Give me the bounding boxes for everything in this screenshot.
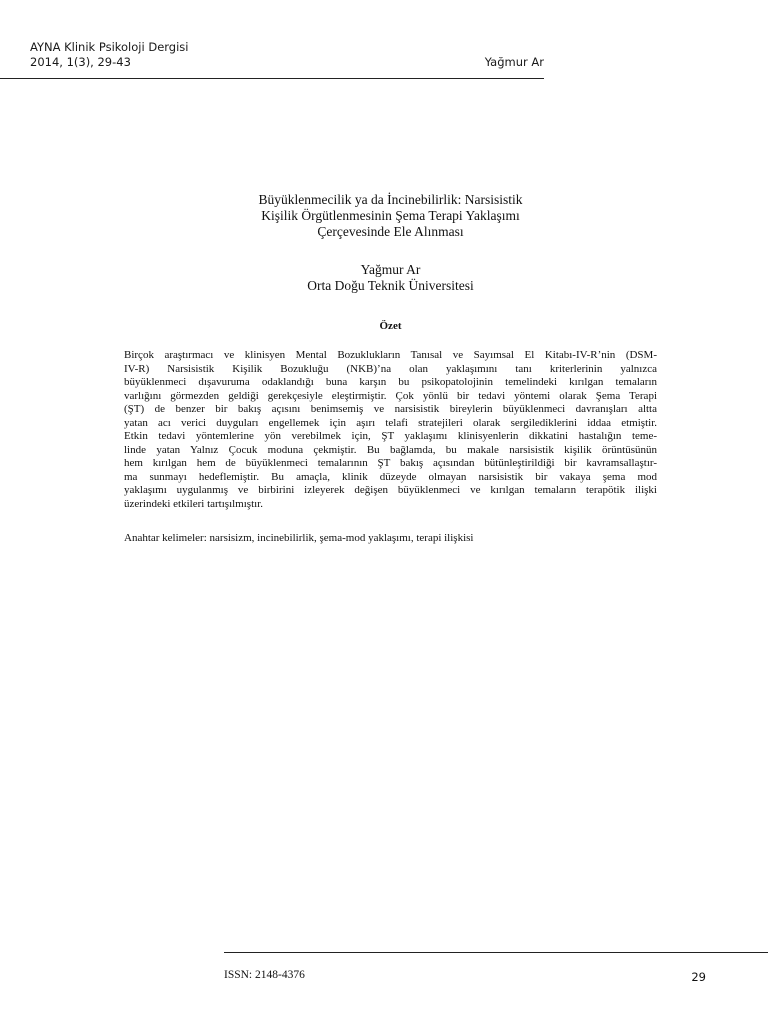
abstract-line: büyüklenmeci dışavuruma odaklandığı buna karşın bu psikopatolojinin temelindeki kırılgan temaların [124,376,657,388]
abstract-line: ma sunmayı hedeflemiştir. Bu amaçla, klinik düzeyde olmayan narsisistik bir vakaya şema mod [124,470,657,483]
page-number: 29 [691,970,706,984]
abstract-line: Birçok araştırmacı ve klinisyen Mental Bozuklukların Tanısal ve Sayımsal El Kitabı-IV-R’nin (DSM- [124,349,657,361]
abstract-heading: Özet [379,320,402,332]
running-header [30,40,544,70]
issn: ISSN: 2148-4376 [224,969,305,981]
abstract-line: linde yatan Yalnız Çocuk moduna çekmiştir. Bu bağlamda, bu makale narsisistik kişilik örüntüsünün [124,443,657,456]
abstract-line: hem kırılgan hem de büyüklenmeci temalarının ŞT bakış açısından bütünleştirildiği bir kavramsallaştır- [124,457,657,469]
byline [124,262,657,294]
abstract-line: Etkin tedavi yöntemlerine yön verebilmek için, ŞT yaklaşımı klinisyenlerin dikkatini hastalığın teme- [124,430,657,442]
abstract-line: yaklaşımı uygulanmış ve birbirini izleyerek değişen büyüklenmeci ve kırılgan temaların terapötik ilişki [124,484,657,496]
affiliation: Orta Doğu Teknik Üniversitesi [307,278,474,293]
abstract-body [124,349,657,511]
title-line: Çerçevesinde Ele Alınması [317,224,464,239]
abstract-line: (ŞT) de benzer bir bakış açısını benimsemiş ve narsisistik bireylerin büyüklenmeci davranışları altta [124,403,657,415]
issue-citation: 2014, 1(3), 29-43 [30,55,131,69]
title-line: Büyüklenmecilik ya da İncinebilirlik: Narsisistik [258,192,523,207]
footer-divider [224,952,768,953]
abstract-line: varlığını görmezden geldiği gerekçesiyle eleştirmiştir. Çok yönlü bir tedavi yöntemi olarak Şema Terapi [124,389,657,402]
header-divider [0,78,544,79]
title-line: Kişilik Örgütlenmesinin Şema Terapi Yaklaşımı [261,208,520,223]
article-front-matter [124,192,657,546]
journal-name: AYNA Klinik Psikoloji Dergisi [30,40,189,54]
keywords: Anahtar kelimeler: narsisizm, incinebilirlik, şema-mod yaklaşımı, terapi ilişkisi [124,532,474,544]
header-author: Yağmur Ar [484,55,544,69]
abstract-line: yatan acı verici duyguları engellemek için aşırı telafi stratejileri olarak sergilediklerini iddaa etmiştir. [124,416,657,429]
abstract-line: üzerindeki etkileri tartışılmıştır. [124,497,263,510]
abstract-line: IV-R) Narsisistik Kişilik Bozukluğu (NKB)’na olan yaklaşımını tanı kriterlerinin yalnızca [124,362,657,375]
article-title [124,192,657,240]
author-name: Yağmur Ar [360,262,421,277]
